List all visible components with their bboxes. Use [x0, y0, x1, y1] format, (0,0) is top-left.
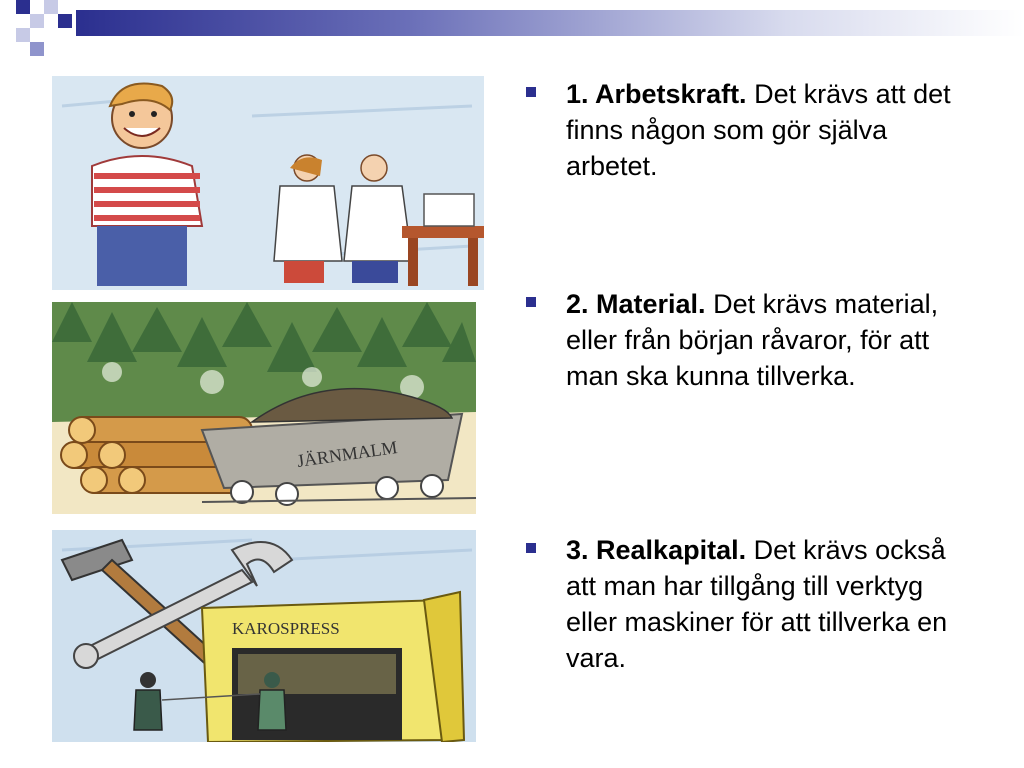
workers-illustration: [52, 76, 484, 290]
corner-square: [16, 0, 30, 14]
corner-square: [30, 42, 44, 56]
bullet-heading: 2. Material.: [566, 289, 706, 319]
corner-square: [30, 14, 44, 28]
bullet-heading: 1. Arbetskraft.: [566, 79, 747, 109]
header-gradient-bar: [76, 10, 1024, 36]
corner-square: [16, 28, 30, 42]
corner-square: [58, 14, 72, 28]
bullet-square-icon: [526, 87, 536, 97]
tools-illustration: [52, 530, 476, 742]
bullet-text: [566, 532, 966, 676]
bullet-square-icon: [526, 297, 536, 307]
bullet-body: Det krävs att det finns någon som gör själva arbetet.: [566, 79, 951, 181]
material-illustration: [52, 302, 476, 514]
bullet-body: Det krävs också att man har tillgång till verktyg eller maskiner för att tillverka en vara.: [566, 535, 948, 673]
cart-label: JÄRNMALM: [295, 437, 399, 471]
bullet-text: [566, 286, 966, 394]
bullet-square-icon: [526, 543, 536, 553]
bullet-body: Det krävs material, eller från början råvaror, för att man ska kunna tillverka.: [566, 289, 939, 391]
corner-square: [44, 0, 58, 14]
bullet-item: [520, 532, 1000, 676]
bullet-text: [566, 76, 966, 184]
bullet-item: [520, 76, 1000, 184]
bullet-item: [520, 286, 1000, 394]
press-label: KAROSPRESS: [232, 619, 340, 638]
bullet-heading: 3. Realkapital.: [566, 535, 747, 565]
